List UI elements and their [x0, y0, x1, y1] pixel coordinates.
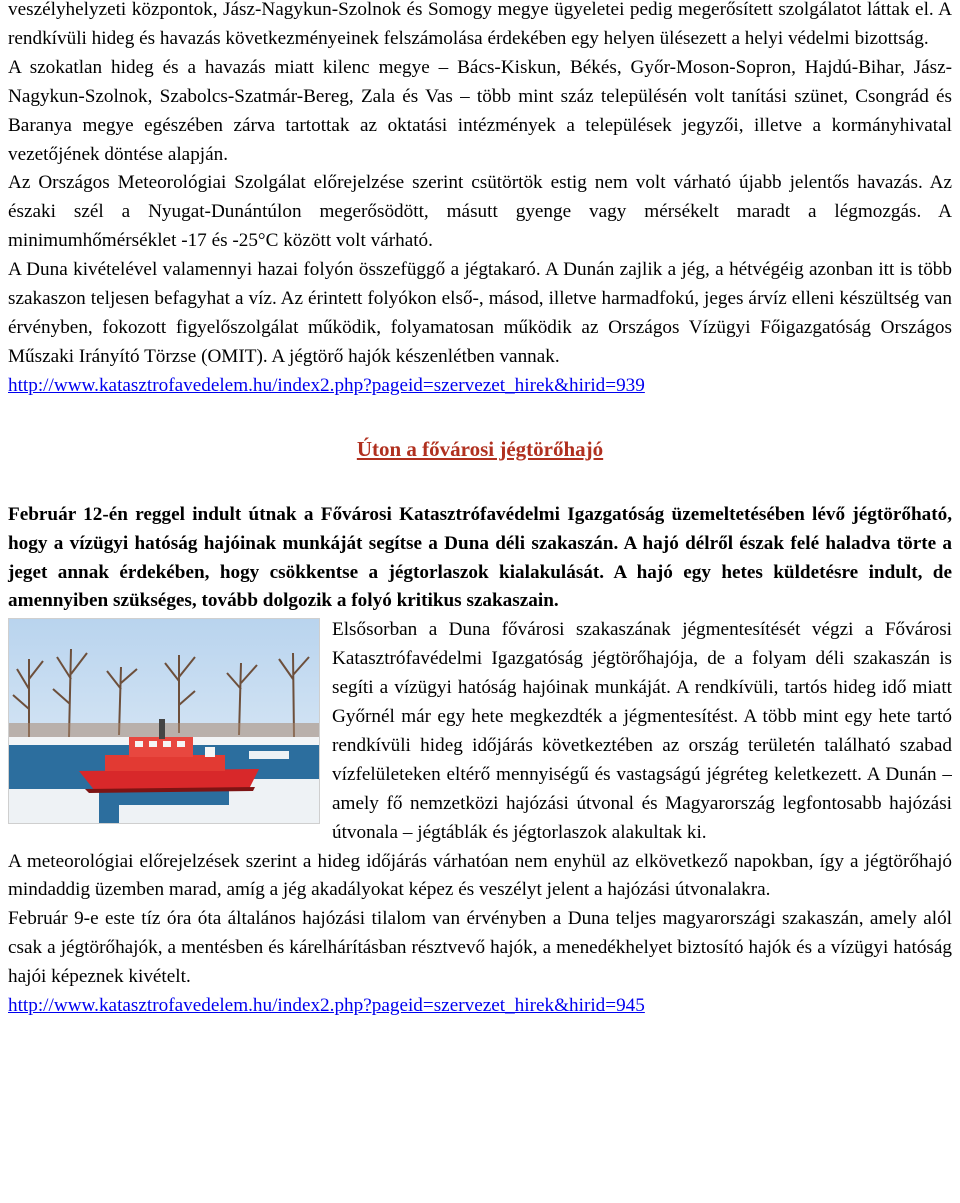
article-body-with-photo	[8, 616, 952, 847]
source-link-945[interactable]: http://www.katasztrofavedelem.hu/index2.php?pageid=szervezet_hirek&hirid=945	[8, 995, 645, 1017]
paragraph-river-ice: A Duna kivételével valamennyi hazai folyón összefüggő a jégtakaró. A Dunán zajlik a jég, a hétvégéig azonban itt is több szakaszon teljesen befagyhat a víz. Az érintett folyókon első-, másod, illetve harmadfokú, jeges árvíz elleni készültség van érvényben, fokozott figyelőszolgálat működik, folyamatosan működik az Országos Vízügyi Főigazgatóság Országos Műszaki Irányító Törzse (OMIT). A jégtörő hajók készenlétben vannak.	[8, 259, 952, 367]
icebreaker-ship-photo	[8, 618, 320, 824]
ship-photo-icon	[9, 619, 319, 823]
paragraph-icebreaker-duties: Elsősorban a Duna fővárosi szakaszának jégmentesítését végzi a Fővárosi Katasztrófavédelmi Igazgatóság jégtörőhajója, de a folyam déli szakaszán is segíti a vízügyi hatóság hajóinak munkáját. A rendkívüli, tartós hideg idő miatt Győrnél már egy hete megkezdték a jégmentesítést. A több mint egy hete tartó rendkívüli hideg időjárás következtében az ország területén található szabad vízfelületeken eltérő mennyiségű és vastagságú jégréteg keletkezett. A Dunán – amely fő nemzetközi hajózási útvonal és Magyarország legfontosabb hajózási útvonala – jégtáblák és jégtorlaszok alakultak ki.	[332, 619, 952, 843]
source-link-line-2	[8, 992, 952, 1021]
article-lead: Február 12-én reggel indult útnak a Fővárosi Katasztrófavédelmi Igazgatóság üzemeltetésében lévő jégtörőható, hogy a vízügyi hatóság hajóinak munkáját segítse a Duna déli szakaszán. A hajó délről észak felé haladva törte a jeget annak érdekében, hogy csökkentse a jégtorlaszok kialakulását. A hajó egy hetes küldetésre indult, de amennyiben szükséges, tovább dolgozik a folyó kritikus szakaszain.	[8, 503, 952, 612]
paragraph-weather-forecast: Az Országos Meteorológiai Szolgálat előrejelzése szerint csütörtök estig nem volt várható újabb jelentős havazás. Az északi szél a Nyugat-Dunántúlon megerősödött, másutt gyenge vagy mérsékelt maradt a légmozgás. A minimumhőmérséklet -17 és -25°C között volt várható.	[8, 172, 952, 252]
article-title: Úton a fővárosi jégtörőhajó	[356, 436, 604, 461]
paragraph-school-closures: A szokatlan hideg és a havazás miatt kilenc megye – Bács-Kiskun, Békés, Győr-Moson-Sopron, Hajdú-Bihar, Jász-Nagykun-Szolnok, Szabolcs-Szatmár-Bereg, Zala és Vas – több mint száz településén volt tanítási szünet, Csongrád és Baranya megye egészében zárva tartottak az oktatási intézmények a települések jegyzői, illetve a kormányhivatal vezetőjének döntése alapján.	[8, 56, 952, 165]
source-link-line-1	[8, 372, 952, 401]
paragraph-emergency-centers: veszélyhelyzeti központok, Jász-Nagykun-Szolnok és Somogy megye ügyeletei pedig megerősített szolgálatot láttak el. A rendkívüli hideg és havazás következményeinek felszámolása érdekében egy helyen ülésezett a helyi védelmi bizottság.	[8, 0, 952, 49]
paragraph-navigation-ban: Február 9-e este tíz óra óta általános hajózási tilalom van érvényben a Duna teljes magyarországi szakaszán, amely alól csak a jégtörőhajók, a mentésben és kárelhárításban résztvevő hajók, a menedékhelyet biztosító hajók és a vízügyi hatóság hajói képeznek kivételt.	[8, 908, 952, 988]
paragraph-forecast-operation: A meteorológiai előrejelzések szerint a hideg időjárás várhatóan nem enyhül az elkövetkező napokban, így a jégtörőhajó mindaddig üzemben marad, amíg a jég akadályokat képez és veszélyt jelent a hajózási útvonalakra.	[8, 850, 952, 901]
source-link-939[interactable]: http://www.katasztrofavedelem.hu/index2.php?pageid=szervezet_hirek&hirid=939	[8, 374, 645, 396]
